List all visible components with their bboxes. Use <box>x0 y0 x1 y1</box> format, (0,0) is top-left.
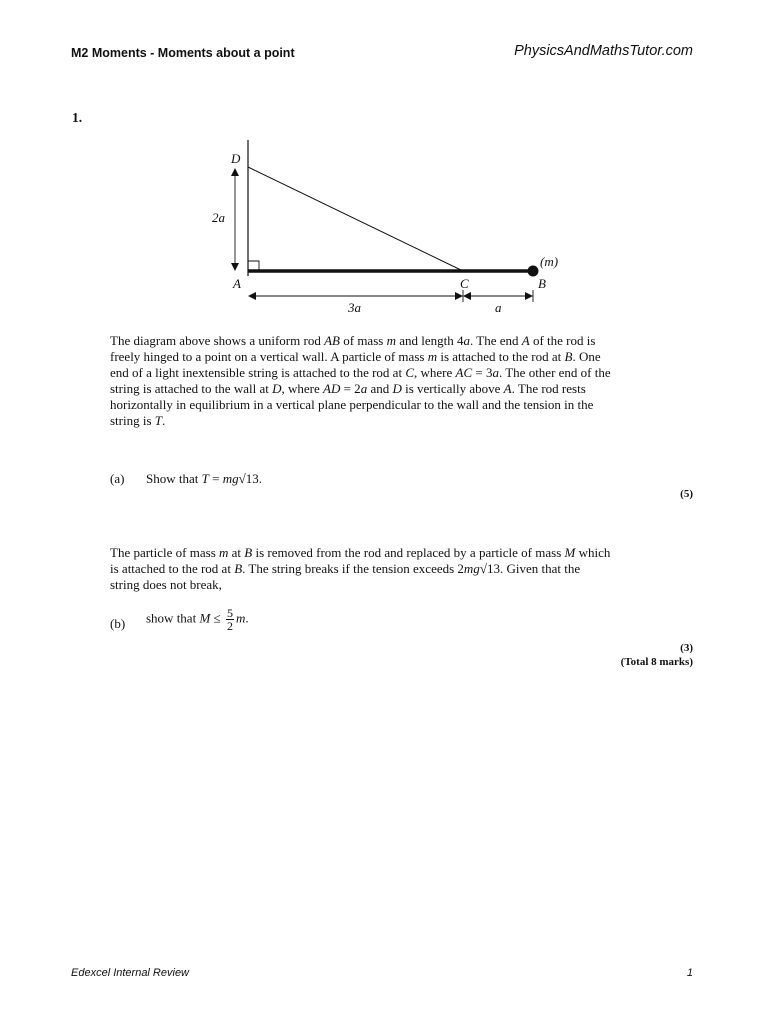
part-b-var-M: M <box>199 610 211 626</box>
math-variable: m <box>219 545 229 560</box>
math-variable: T <box>154 413 163 428</box>
text-run: , where <box>281 381 323 396</box>
math-variable: M <box>564 545 576 560</box>
label-3a: 3a <box>348 300 361 315</box>
math-variable: AB <box>324 333 340 348</box>
text-run: The diagram above shows a uniform rod <box>110 333 325 348</box>
math-variable: mg <box>463 561 480 576</box>
text-run: Show that <box>146 471 202 486</box>
fraction-numerator: 5 <box>226 606 233 620</box>
text-line <box>110 333 670 349</box>
text-run: . The other end of the <box>498 365 611 380</box>
text-line <box>110 561 670 577</box>
part-b-var-m: m <box>235 610 246 626</box>
fraction-denominator: 2 <box>226 619 233 633</box>
label-C: C <box>460 276 469 291</box>
text-line <box>110 349 670 365</box>
page-header-title: M2 Moments - Moments about a point <box>71 46 295 60</box>
label-D: D <box>231 151 241 166</box>
text-run: is removed from the rod and replaced by a particle of mass <box>252 545 565 560</box>
text-run: is vertically above <box>401 381 504 396</box>
question-body <box>110 333 670 429</box>
text-run: freely hinged to a point on a vertical wall. A particle of mass <box>110 349 428 364</box>
math-variable: B <box>244 545 253 560</box>
math-variable: B <box>564 349 573 364</box>
part-a-label: (a) <box>110 471 125 486</box>
math-variable: A <box>521 333 530 348</box>
text-run: is attached to the rod at <box>110 561 235 576</box>
label-m: (m) <box>540 254 559 269</box>
part-a-text <box>146 471 262 487</box>
label-B: B <box>538 276 546 291</box>
part-b-leq: ≤ <box>213 610 221 626</box>
text-run: horizontally in equilibrium in a vertical plane perpendicular to the wall and the tension in the <box>110 397 594 412</box>
text-run: . <box>162 413 166 428</box>
text-line <box>110 413 670 429</box>
text-line <box>110 365 670 381</box>
text-run: at <box>228 545 245 560</box>
part-b-label: (b) <box>110 616 126 631</box>
total-marks: (Total 8 marks) <box>620 656 693 668</box>
text-run: is attached to the rod at <box>437 349 565 364</box>
text-run: = 3 <box>472 365 493 380</box>
question-number: 1. <box>72 110 83 125</box>
text-run: . The end <box>469 333 522 348</box>
text-run: √13. <box>238 471 262 486</box>
math-variable: A <box>503 381 512 396</box>
text-run: and length 4 <box>395 333 464 348</box>
text-run: string does not break, <box>110 577 222 592</box>
label-A: A <box>233 276 241 291</box>
footer-page-number: 1 <box>686 967 693 979</box>
text-line <box>110 545 670 561</box>
math-variable: a <box>492 365 499 380</box>
text-run: of mass <box>339 333 387 348</box>
math-variable: C <box>405 365 414 380</box>
math-variable: AC <box>455 365 473 380</box>
math-variable: a <box>463 333 470 348</box>
rod-diagram <box>0 0 768 330</box>
text-run: = 2 <box>340 381 361 396</box>
math-variable: T <box>201 471 209 486</box>
math-variable: D <box>392 381 402 396</box>
question-body-2 <box>110 545 670 593</box>
footer-source: Edexcel Internal Review <box>71 967 190 979</box>
math-variable: a <box>360 381 368 396</box>
part-b-intro: show that <box>146 610 200 626</box>
brand-link[interactable]: PhysicsAndMathsTutor.com <box>514 43 693 59</box>
text-run: and <box>367 381 393 396</box>
text-line <box>110 577 670 593</box>
part-a-marks: (5) <box>680 488 693 500</box>
math-variable: m <box>427 349 438 364</box>
label-a: a <box>495 300 502 315</box>
text-run: . One <box>572 349 601 364</box>
text-run: which <box>575 545 611 560</box>
text-run: , where <box>413 365 456 380</box>
part-b-period: . <box>245 610 249 626</box>
text-run: = <box>208 471 223 486</box>
text-line <box>110 381 670 397</box>
math-variable: m <box>386 333 396 348</box>
particle-dot <box>528 266 539 277</box>
text-line <box>110 397 670 413</box>
text-run: string is <box>110 413 155 428</box>
part-b-fraction <box>226 607 234 632</box>
math-variable: B <box>234 561 243 576</box>
text-run: end of a light inextensible string is attached to the rod at <box>110 365 406 380</box>
text-run: . The string breaks if the tension exceeds 2 <box>242 561 464 576</box>
text-run: of the rod is <box>529 333 596 348</box>
label-2a: 2a <box>212 210 225 225</box>
part-b-marks: (3) <box>680 642 693 654</box>
math-variable: D <box>272 381 282 396</box>
string-line <box>248 167 463 271</box>
math-variable: mg <box>222 471 239 486</box>
text-run: √13. Given that the <box>479 561 581 576</box>
text-run: string is attached to the wall at <box>110 381 273 396</box>
math-variable: AD <box>323 381 341 396</box>
text-run: The particle of mass <box>110 545 220 560</box>
text-run: . The rod rests <box>511 381 586 396</box>
part-b-text <box>146 607 249 632</box>
